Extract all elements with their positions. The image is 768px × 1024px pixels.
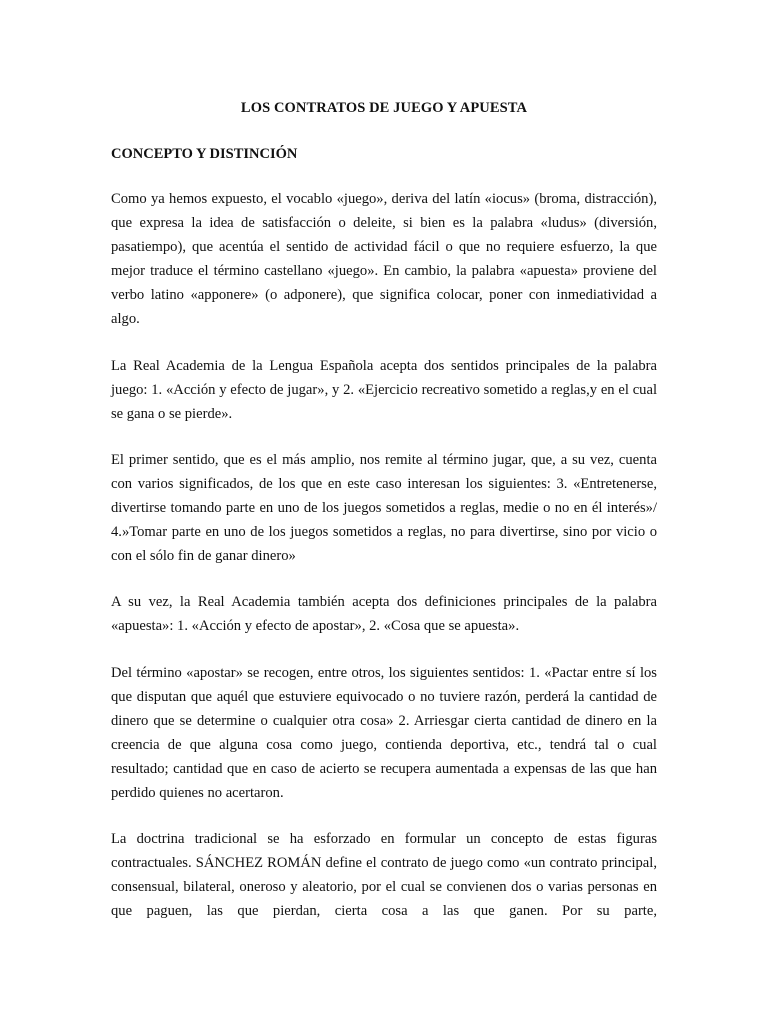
paragraph: La Real Academia de la Lengua Española acepta dos sentidos principales de la palabra juego: 1. «Acción y efecto de jugar», y 2. «Ejercicio recreativo sometido a reglas,y en el cual se gana o se pierde».	[111, 357, 657, 422]
paragraph: A su vez, la Real Academia también acepta dos definiciones principales de la palabra «apuesta»: 1. «Acción y efecto de apostar», 2. «Cosa que se apuesta».	[111, 594, 657, 635]
section-heading: CONCEPTO Y DISTINCIÓN	[111, 146, 298, 162]
paragraph: El primer sentido, que es el más amplio, nos remite al término jugar, que, a su vez, cuenta con varios significados, de los que en este caso interesan los siguientes: 3. «Entretenerse, divertirse tomando parte en uno de los juegos sometidos a reglas, medie o no en él interés»/ 4.»Tomar parte en uno de los juegos sometidos a reglas, no para divertirse, sino por vicio o con el sólo fin de ganar dinero»	[111, 451, 657, 565]
paragraph: La doctrina tradicional se ha esforzado en formular un concepto de estas figuras contractuales. SÁNCHEZ ROMÁN define el contrato de juego como «un contrato principal, consensual, bilateral, oneroso y aleatorio, por el cual se convienen dos o varias personas en que paguen, las que pierdan, cierta cosa a las que ganen. Por su parte,	[111, 831, 657, 920]
document-body	[111, 96, 657, 923]
paragraph: Como ya hemos expuesto, el vocablo «juego», deriva del latín «iocus» (broma, distracción), que expresa la idea de satisfacción o deleite, si bien es la palabra «ludus» (diversión, pasatiempo), que acentúa el sentido de actividad fácil o que no requiere esfuerzo, la que mejor traduce el término castellano «juego». En cambio, la palabra «apuesta» proviene del verbo latino «apponere» (o adponere), que significa colocar, poner con inmediatividad a algo.	[111, 191, 657, 328]
paragraph: Del término «apostar» se recogen, entre otros, los siguientes sentidos: 1. «Pactar entre sí los que disputan que aquél que estuviere equivocado o no tuviere razón, perderá la cantidad de dinero que se determine o cualquier otra cosa» 2. Arriesgar cierta cantidad de dinero en la creencia de que alguna cosa como juego, contienda deportiva, etc., tendrá tal o cual resultado; cantidad que en caso de acierto se recupera aumentada a expensas de las que han perdido quienes no acertaron.	[111, 664, 657, 801]
document-title: LOS CONTRATOS DE JUEGO Y APUESTA	[240, 100, 528, 116]
